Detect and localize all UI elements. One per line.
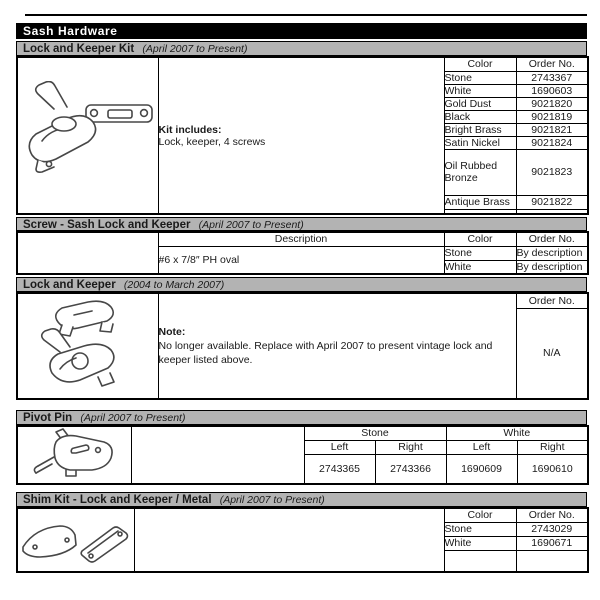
product-image-cell	[17, 57, 158, 214]
section-title: Screw - Sash Lock and Keeper	[23, 219, 191, 231]
order-no-cell: 2743367	[516, 71, 588, 84]
table-row	[17, 293, 588, 308]
kit-includes-cell	[158, 57, 444, 214]
order-no-cell: N/A	[516, 308, 588, 399]
group-header-stone: Stone	[304, 426, 446, 440]
color-cell: Black	[444, 110, 516, 123]
color-cell: Oil Rubbed Bronze	[444, 149, 516, 195]
product-image-cell	[17, 293, 158, 399]
column-header-order-no: Order No.	[516, 57, 588, 71]
kit-includes-text: Lock, keeper, 4 screws	[158, 135, 266, 148]
column-header-color: Color	[444, 232, 516, 246]
order-no-cell: 9021819	[516, 110, 588, 123]
table-row	[17, 426, 588, 440]
order-no-cell: 2743365	[304, 454, 375, 484]
order-no-cell: 9021823	[516, 149, 588, 195]
column-header-color: Color	[444, 508, 516, 522]
sash-lock-and-keeper-kit-drawing-icon	[18, 81, 157, 191]
group-header-white: White	[446, 426, 588, 440]
column-header-order-no: Order No.	[516, 508, 588, 522]
section-title: Pivot Pin	[23, 412, 73, 424]
color-cell: Antique Brass	[444, 195, 516, 209]
section-date-range: (April 2007 to Present)	[198, 219, 304, 231]
column-header-description: Description	[158, 232, 444, 246]
order-no-cell: 9021820	[516, 97, 588, 110]
pivot-body-icon	[54, 436, 112, 470]
sub-header-right: Right	[375, 440, 446, 454]
color-cell: White	[444, 536, 516, 550]
section-bar-lock-and-keeper-kit	[16, 41, 587, 56]
order-no-cell: 1690603	[516, 84, 588, 97]
empty-cell	[131, 426, 304, 484]
kit-includes-label: Kit includes:	[158, 123, 222, 136]
section-title: Lock and Keeper Kit	[23, 43, 135, 55]
column-header-order-no: Order No.	[516, 232, 588, 246]
order-no-cell: By description	[516, 260, 588, 274]
color-cell: Satin Nickel	[444, 136, 516, 149]
section-bar-pivot-pin	[16, 410, 587, 425]
section-date-range: (April 2007 to Present)	[219, 494, 325, 506]
description-cell: #6 x 7/8″ PH oval	[158, 246, 444, 274]
pivot-pin-table	[16, 425, 589, 485]
top-rule	[25, 14, 587, 16]
section-date-range: (2004 to March 2007)	[123, 279, 225, 291]
order-no-cell: 1690671	[516, 536, 588, 550]
color-cell: Stone	[444, 71, 516, 84]
order-no-cell: By description	[516, 246, 588, 260]
lock-and-keeper-kit-table	[16, 56, 589, 215]
lock-handle-icon	[36, 81, 67, 109]
order-no-cell: 2743029	[516, 522, 588, 536]
note-cell	[158, 293, 516, 399]
empty-cell	[444, 209, 516, 214]
section-title: Lock and Keeper	[23, 279, 116, 291]
section-bar-lock-and-keeper-2004	[16, 277, 587, 292]
note-text: No longer available. Replace with April 2007 to present vintage lock and keeper listed above.	[158, 339, 493, 367]
color-cell: Bright Brass	[444, 123, 516, 136]
sub-header-left: Left	[446, 440, 517, 454]
lock-and-keeper-2004-table	[16, 292, 589, 400]
lock-and-keeper-2004-drawing-icon	[18, 295, 157, 397]
pivot-pin-drawing-icon	[18, 428, 130, 482]
shim-kit-table	[16, 507, 589, 573]
table-row	[17, 232, 588, 246]
order-no-cell: 1690610	[517, 454, 588, 484]
section-date-range: (April 2007 to Present)	[80, 412, 186, 424]
order-no-cell: 2743366	[375, 454, 446, 484]
screw-table	[16, 231, 589, 275]
sub-header-right: Right	[517, 440, 588, 454]
color-cell: Stone	[444, 246, 516, 260]
note-label: Note:	[158, 325, 186, 338]
table-row	[17, 57, 588, 71]
empty-cell	[516, 209, 588, 214]
page-title-bar	[16, 23, 587, 39]
color-cell: White	[444, 260, 516, 274]
order-no-cell: 9021824	[516, 136, 588, 149]
page-title: Sash Hardware	[23, 24, 118, 38]
section-title: Shim Kit - Lock and Keeper / Metal	[23, 494, 212, 506]
color-cell: Gold Dust	[444, 97, 516, 110]
empty-cell	[516, 550, 588, 572]
sub-header-left: Left	[304, 440, 375, 454]
order-no-cell: 9021821	[516, 123, 588, 136]
section-date-range: (April 2007 to Present)	[142, 43, 248, 55]
empty-image-cell	[17, 232, 158, 274]
empty-cell	[134, 508, 444, 572]
product-image-cell	[17, 426, 131, 484]
color-cell: Stone	[444, 522, 516, 536]
order-no-cell: 1690609	[446, 454, 517, 484]
section-bar-screw	[16, 217, 587, 231]
shim-kit-drawing-icon	[18, 509, 133, 571]
color-cell: White	[444, 84, 516, 97]
order-no-cell: 9021822	[516, 195, 588, 209]
column-header-order-no: Order No.	[516, 293, 588, 308]
empty-cell	[444, 550, 516, 572]
product-image-cell	[17, 508, 134, 572]
column-header-color: Color	[444, 57, 516, 71]
section-bar-shim-kit	[16, 492, 587, 507]
table-row	[17, 508, 588, 522]
